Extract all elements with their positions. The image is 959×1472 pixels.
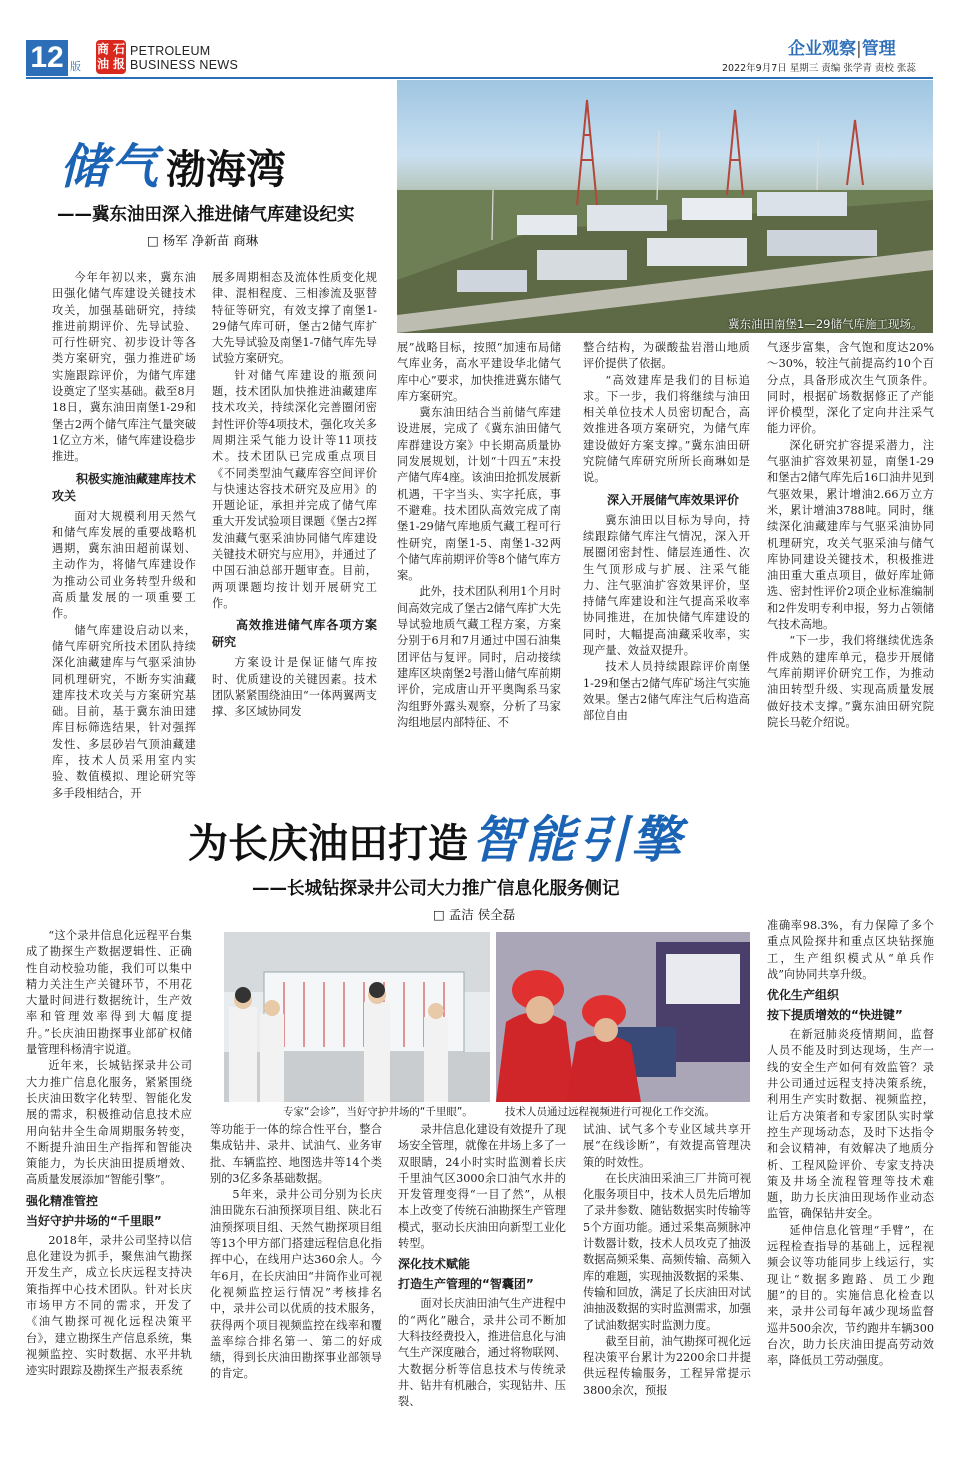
- article1-col-4: 整合结构，为碳酸盐岩潜山地质评价提供了依据。 “高效建库是我们的目标追求。下一步，我们将继续与油田相关单位技术人员密切配合，高效推进各项方案研究，为储气库建设做好方案支撑。”冀东油田研究院储气库研究所所长商琳如是说。 深入开展储气库效果评价 冀东油田以目标为导向，持续跟踪储气库注气情况，深入开展圈闭密封性、储层连通性、次生气顶形成与扩展、注采气能力、注气驱油扩容效果评价，坚持储气库建设和注气提高采收率协同推进，在加快储气库建设的同时，大幅提高油藏采收率，实现产量、效益双提升。 技术人员持续跟踪评价南堡1-29和堡古2储气库矿场注气实施效果。堡古2储气库注气后构造高部位自由: [583, 341, 750, 723]
- header-rule: [26, 77, 933, 79]
- article2-subtitle: ——长城钻探录井公司大力推广信息化服务侧记: [252, 879, 620, 899]
- page-ban-label: 版: [70, 60, 81, 73]
- article2-col-1: “这个录井信息化远程平台集成了勘探生产数据逻辑性、正确性自动校验功能，我们可以集中精力关注生产关键环节，不用花大量时间进行数据统计，生产效率和管理效率得到大幅度提升。”长庆油田勘探事业部矿权储量管理科杨清宇说道。 近年来，长城钻探录井公司大力推广信息化服务，紧紧围绕长庆油田数字化转型、智能化发展的需求，积极推动信息技术应用向钻井全生命周期服务转变，不断提升油田生产指挥和智能决策能力，为长庆油田提质增效、高质量发展添加“智能引擎”。 强化精准管控 当好守护井场的“千里眼” 2018年，录井公司坚持以信息化建设为抓手，聚焦油气勘探开发生产，成立长庆远程支持决策指挥中心技术团队。针对长庆市场甲方不同的需求，开发了《油气勘探可视化远程决策平台》，建立勘探生产信息系统，集视频监控、实时数据、水平井轨迹实时跟踪及勘探生产报表系统: [26, 929, 192, 1378]
- article1-col-2: 展多周期相态及流体性质变化规律、混相程度、三相渗流及驱替特征等研究，有效支撑了南堡1-29储气库可研，堡古2储气库扩大先导试验及南堡1-7储气库先导试验方案研究。 针对储气库建设的瓶颈问题，技术团队加快推进油藏建库技术攻关，持续深化完善圈闭密封性评价等4项技术，强化攻关多周期注采气能力设计等11项技术。技术团队已完成重点项目《不同类型油气藏库容空间评价与快速达容技术研究及应用》的开题论证，承担并完成了储气库重大开发试验项目课题《堡古2挥发油藏气驱采油协同储气库建设关键技术研究与应用》，并通过了中国石油总部开题审查。目前，两项课题均按计划开展研究工作。 高效推进储气库各项方案研究 方案设计是保证储气库按时、优质建设的关键因素。技术团队紧紧围绕油田“一体两翼两支撑、多区域协同发: [212, 271, 377, 719]
- title-script-text: 智能引擎: [472, 810, 684, 869]
- expert-consultation-photo: [224, 932, 490, 1102]
- remote-video-photo: [496, 932, 750, 1102]
- photo-scene-svg: [397, 80, 933, 333]
- article2-col-2: 等功能于一体的综合性平台，整合集成钻井、录井、试油气、业务审批、车辆监控、地图选井等14个类别的3亿多条基础数据。 5年来，录井公司分别为长庆油田陇东石油预探项目组、陕北石油预探项目组、天然气勘探项目组等13个甲方部门搭建远程信息化指挥中心，在线用户达360余人。今年6月，在长庆油田“井筒作业可视化视频监控运行情况”考核排名中，录井公司以优质的技术服务，获得两个项目视频监控在线率和覆盖率综合排名第一、第二的好成绩，得到长庆油田勘探事业部领导的肯定。: [210, 1123, 382, 1381]
- paper-name-en: PETROLEUM BUSINESS NEWS: [130, 44, 239, 72]
- section-title: 企业观察|管理: [788, 39, 896, 59]
- photo-caption-1: 冀东油田南堡1—29储气库施工现场。: [728, 317, 923, 331]
- article2-title: [188, 800, 684, 872]
- article1-col-1: 今年年初以来，冀东油田强化储气库建设关键技术攻关，加强基础研究，持续推进前期评价、先导试验、可行性研究、初步设计等各类方案研究，强力推进矿场实施跟踪评价，为储气库建设奠定了坚实基础。截至8月18日，冀东油田南堡1-29和堡古2两个储气库注气量突破1亿立方米，储气库建设稳步推进。 积极实施油藏建库技术攻关 面对大规模利用天然气和储气库发展的重要战略机遇期，冀东油田超前谋划、主动作为，将储气库建设作为推动公司业务转型升级和高质量发展的一项重要工作。 储气库建设启动以来，储气库研究所技术团队持续深化油藏建库与气驱采油协同机理研究，不断夯实油藏建库技术攻关与方案研究基础。目前，基于冀东油田建库目标筛选结果，针对强挥发性、多层砂岩气顶油藏建库，技术人员采用室内实验、数值模拟、理论研究等多手段相结合，开: [52, 271, 197, 800]
- photo-caption-2: 专家“会诊”，当好守护井场的“千里眼”。: [283, 1106, 473, 1118]
- title-script-text: 储气: [60, 139, 161, 195]
- article1-subtitle: ——冀东油田深入推进储气库建设纪实: [57, 205, 355, 225]
- article1-col-5: 气逐步富集，含气饱和度达20%～30%，较注气前提高约10个百分点，具备形成次生气顶条件。同时，根据矿场数据修正了产能评价模型，深化了定向井注采气能力评价。 深化研究扩容提采潜力，注气驱油扩容效果初显，南堡1-29和堡古2储气库先后16口油井见到气驱效果，累计增油2.66万立方米，累计增油3788吨。同时，继续深化油藏建库与气驱采油协同机理研究，攻关气驱采油与储气库协同建设关键技术，积极推进油田重大重点项目，做好库址筛选、密封性评价2项企业标准编制和2件发明专利申报，努力占领储气技术高地。 “下一步，我们将继续优选条件成熟的建库单元，稳步开展储气库前期评价研究工作，为推动油田转型升级、实现高质量发展做好技术支撑。”冀东油田研究院院长马乾介绍说。: [767, 341, 934, 729]
- newspaper-logo: 商 石 油 报: [96, 40, 126, 74]
- article2-col-3: 录井信息化建设有效提升了现场安全管理，就像在井场上多了一双眼睛，24小时实时监测着长庆千里油气区3000余口油气水井的开发管理变得“一目了然”，从根本上改变了传统石油勘探生产管理模式，驱动长庆油田向新型工业化转型。 深化技术赋能 打造生产管理的“智囊团” 面对长庆油田油气生产进程中的“两化”融合，录井公司不断加大科技经费投入，推进信息化与油气生产深度融合，通过将物联网、大数据分析等信息技术与传统录井、钻井有机融合，实现钻井、压裂、: [398, 1123, 566, 1409]
- gas-storage-photo: [397, 80, 933, 333]
- date-line: 2022年9月7日 星期三 责编 张学青 责校 张蕊: [722, 63, 916, 74]
- article2-byline: □ 孟洁 侯全磊: [433, 907, 516, 922]
- title-main-text: 为长庆油田打造: [188, 821, 468, 867]
- page-number-box: 12: [26, 40, 68, 76]
- article2-col-5: 准确率98.3%，有力保障了多个重点风险探井和重点区块钻探施工，生产组织模式从“单兵作战”向协同共享升级。 优化生产组织 按下提质增效的“快进键” 在新冠肺炎疫情期间，监督人员不能及时到达现场，生产一线的安全生产如何有效监管？录井公司通过远程支持决策系统，利用生产实时数据、视频监控，让后方决策者和专家团队实时掌控生产现场动态，及时下达指令和会议精神，有效解决了地质分析、工程风险评价、专家支持决策及井场全流程管理等技术难题，助力长庆油田现场作业动态监管，确保钻井安全。 延伸信息化管理“手臂”，在远程检查指导的基础上，远程视频会议等功能同步上线运行，实现让“数据多跑路、员工少跑腿”的目的。实施信息化检查以来，录井公司每年减少现场监督巡井500余次，节约跑井车辆300台次，助力长庆油田提高劳动效率，降低员工劳动强度。: [767, 919, 934, 1368]
- title-main-text: 渤海湾: [166, 147, 287, 193]
- article2-col-4: 试油、试气多个专业区域共享开展“在线诊断”，有效提高管理决策的时效性。 在长庆油田采油三厂井筒可视化服务项目中，技术人员先后增加了录井参数、随钻数据实时传输等5个方面功能。通过采集高频脉冲计数器计数，技术人员攻克了抽汲数据高频采集、高频传输、高频入库的难题，实现抽汲数据的采集、传输和回放，满足了长庆油田对试油抽汲数据的实时监测需求，加强了试油数据实时监测力度。 截至目前，油气勘探可视化远程决策平台累计为2200余口井提供远程传输服务，工程异常提示3800余次，预报: [583, 1123, 751, 1397]
- photo-scene-svg: [224, 932, 490, 1102]
- article1-byline: □ 杨军 净新苗 商琳: [147, 233, 259, 248]
- photo-caption-3: 技术人员通过远程视频进行可视化工作交流。: [505, 1106, 715, 1118]
- photo-scene-svg: [496, 932, 750, 1102]
- article1-title: [60, 128, 286, 197]
- article1-col-3: 展”战略目标，按照“加速布局储气库业务，高水平建设华北储气库中心”要求，加快推进冀东储气库方案研究。 冀东油田结合当前储气库建设进展，完成了《冀东油田储气库群建设方案》中长期高质量协同发展规划，计划“十四五”末投产储气库4座。该油田抢抓发展新机遇，干字当头、实字托底，事不避难。技术团队高效完成了南堡1-29储气库地质气藏工程可行性研究，南堡1-5、南堡1-32两个储气库前期评价等8个储气库方案。 此外，技术团队利用1个月时间高效完成了堡古2储气库扩大先导试验地质气藏工程方案，方案分别于6月和7月通过中国石油集团评估与复评。同时，启动接续建库区块南堡2号潜山储气库前期评价，完成唐山开平奥陶系马家沟组野外露头观察，分析了马家沟组地层内部特征、不: [397, 341, 561, 729]
